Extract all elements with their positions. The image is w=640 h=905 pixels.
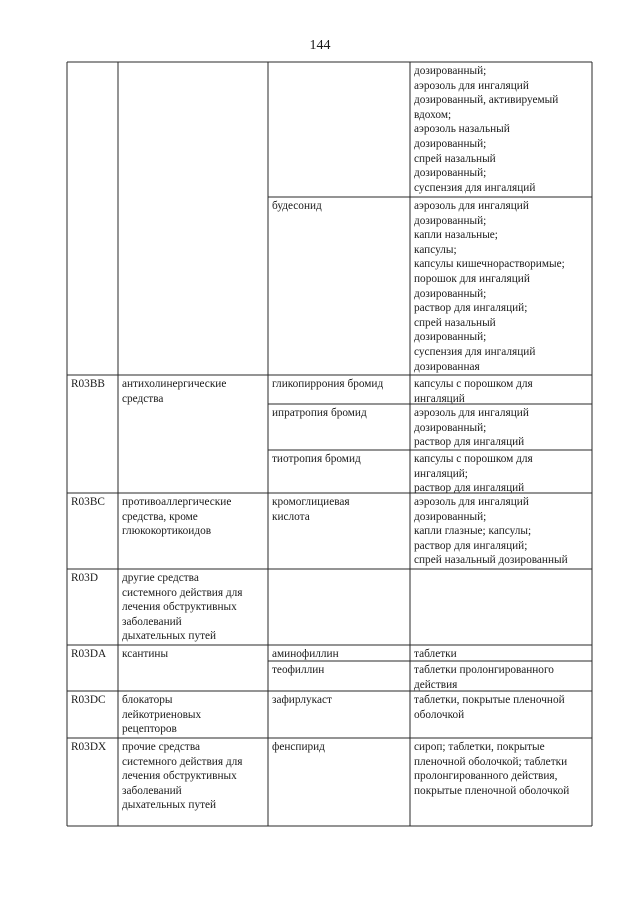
dosage-forms-line: капсулы; [414,243,457,256]
dosage-forms-line: дозированный; [414,287,487,300]
drug-name-line: аминофиллин [272,648,339,660]
dosage-forms-line: спрей назальный [414,152,496,165]
group-name-line: прочие средства [122,741,201,753]
dosage-forms-line: капли назальные; [414,229,498,242]
dosage-forms [414,663,554,692]
atc-code: R03BB [71,378,105,390]
dosage-forms-line: капсулы с порошком для [414,453,533,465]
dosage-forms-line: дозированный; [414,421,487,434]
dosage-forms-line: дозированный; [414,331,487,344]
dosage-forms-line: капли глазные; капсулы; [414,525,532,538]
group-name-line: рецепторов [122,723,177,736]
group-name [122,693,201,737]
dosage-forms [414,377,533,406]
dosage-forms [414,693,565,722]
group-name [122,377,226,406]
dosage-forms [414,647,457,662]
dosage-forms-line: дозированный; [414,167,487,180]
atc-code: R03DC [71,694,106,706]
dosage-forms-line: аэрозоль для ингаляций [414,496,529,508]
group-name-line: лейкотриеновых [122,708,202,721]
drug-name [272,663,324,678]
dosage-forms-line: суспензия для ингаляций [414,345,536,358]
group-name-line: глюкокортикоидов [122,525,212,538]
dosage-forms-line: покрытые пленочной оболочкой [414,784,570,797]
group-name [122,495,231,539]
dosage-forms [414,406,529,450]
dosage-forms-line: аэрозоль для ингаляций [414,79,529,92]
group-name-line: дыхательных путей [122,799,217,812]
dosage-forms-line: оболочкой [414,708,465,721]
drug-name-line: фенспирид [272,741,325,753]
dosage-forms [414,740,569,798]
dosage-forms-line: раствор для ингаляций; [414,302,528,315]
dosage-forms-line: пролонгированного действия, [414,770,558,783]
dosage-forms-line: капсулы с порошком для [414,378,533,390]
atc-code: R03BC [71,496,105,508]
drug-name [272,452,361,467]
group-name [122,740,242,813]
atc-code: R03D [71,572,98,584]
dosage-forms-line: вдохом; [414,108,452,121]
drug-name [272,199,322,214]
dosage-forms-line: таблетки пролонгированного [414,664,554,676]
group-name-line: блокаторы [122,694,173,706]
group-name-line: другие средства [122,572,199,584]
drug-name-line: кромоглициевая [272,496,350,508]
dosage-forms [414,452,533,496]
drug-name-line: будесонид [272,200,322,212]
dosage-forms-line: раствор для ингаляций [414,482,525,495]
dosage-forms-line: суспензия для ингаляций [414,181,536,194]
group-name-line: лечения обструктивных [122,601,237,614]
group-name-line: системного действия для [122,755,243,768]
dosage-forms-line: аэрозоль для ингаляций [414,407,529,419]
dosage-forms-line: таблетки, покрытые пленочной [414,694,565,706]
dosage-forms-line: дозированный; [414,137,487,150]
group-name-line: заболеваний [122,615,182,628]
drug-name-line: зафирлукаст [272,694,332,706]
drug-name [272,495,350,524]
drug-name-line: гликопиррония бромид [272,378,384,390]
dosage-forms-line: дозированная [414,360,480,373]
dosage-forms [414,495,568,568]
group-name-line: средства, кроме [122,510,198,523]
dosage-forms-line: дозированный, активируемый [414,94,559,107]
drug-name [272,740,325,755]
dosage-forms-line: спрей назальный [414,316,496,329]
dosage-forms-line: аэрозоль для ингаляций [414,200,529,212]
group-name-line: ксантины [122,648,169,660]
dosage-forms-line: спрей назальный дозированный [414,554,568,567]
drug-name-line: теофиллин [272,664,325,676]
dosage-forms-line: дозированный; [414,214,487,227]
dosage-forms-line: раствор для ингаляций; [414,539,528,552]
dosage-forms [414,64,558,195]
group-name-line: заболеваний [122,784,182,797]
page-number: 144 [309,38,331,53]
group-name [122,571,242,644]
atc-code: R03DX [71,741,107,753]
dosage-forms-line: капсулы кишечнорастворимые; [414,258,565,271]
group-name [122,647,168,662]
dosage-forms-line: порошок для ингаляций [414,272,530,285]
group-name-line: антихолинергические [122,378,227,390]
drug-name-line: тиотропия бромид [272,453,361,465]
drug-name [272,406,367,421]
drug-name [272,693,332,708]
drug-name [272,647,339,662]
group-name-line: лечения обструктивных [122,770,237,783]
dosage-forms-line: раствор для ингаляций [414,436,525,449]
dosage-forms [414,199,565,374]
group-name-line: дыхательных путей [122,630,217,643]
dosage-forms-line: таблетки [414,648,457,660]
group-name-line: противоаллергические [122,496,232,508]
dosage-forms-line: дозированный; [414,65,487,77]
group-name-line: системного действия для [122,586,243,599]
dosage-forms-line: аэрозоль назальный [414,123,510,136]
dosage-forms-line: сироп; таблетки, покрытые [414,741,545,753]
drug-name-line: ипратропия бромид [272,407,367,419]
drug-name-line: кислота [272,510,310,523]
dosage-forms-line: дозированный; [414,510,487,523]
group-name-line: средства [122,392,164,405]
drug-name [272,377,383,392]
atc-code: R03DA [71,648,107,660]
dosage-forms-line: пленочной оболочкой; таблетки [414,755,568,768]
dosage-forms-line: ингаляций [414,392,465,405]
dosage-forms-line: ингаляций; [414,467,468,480]
dosage-forms-line: действия [414,678,458,691]
